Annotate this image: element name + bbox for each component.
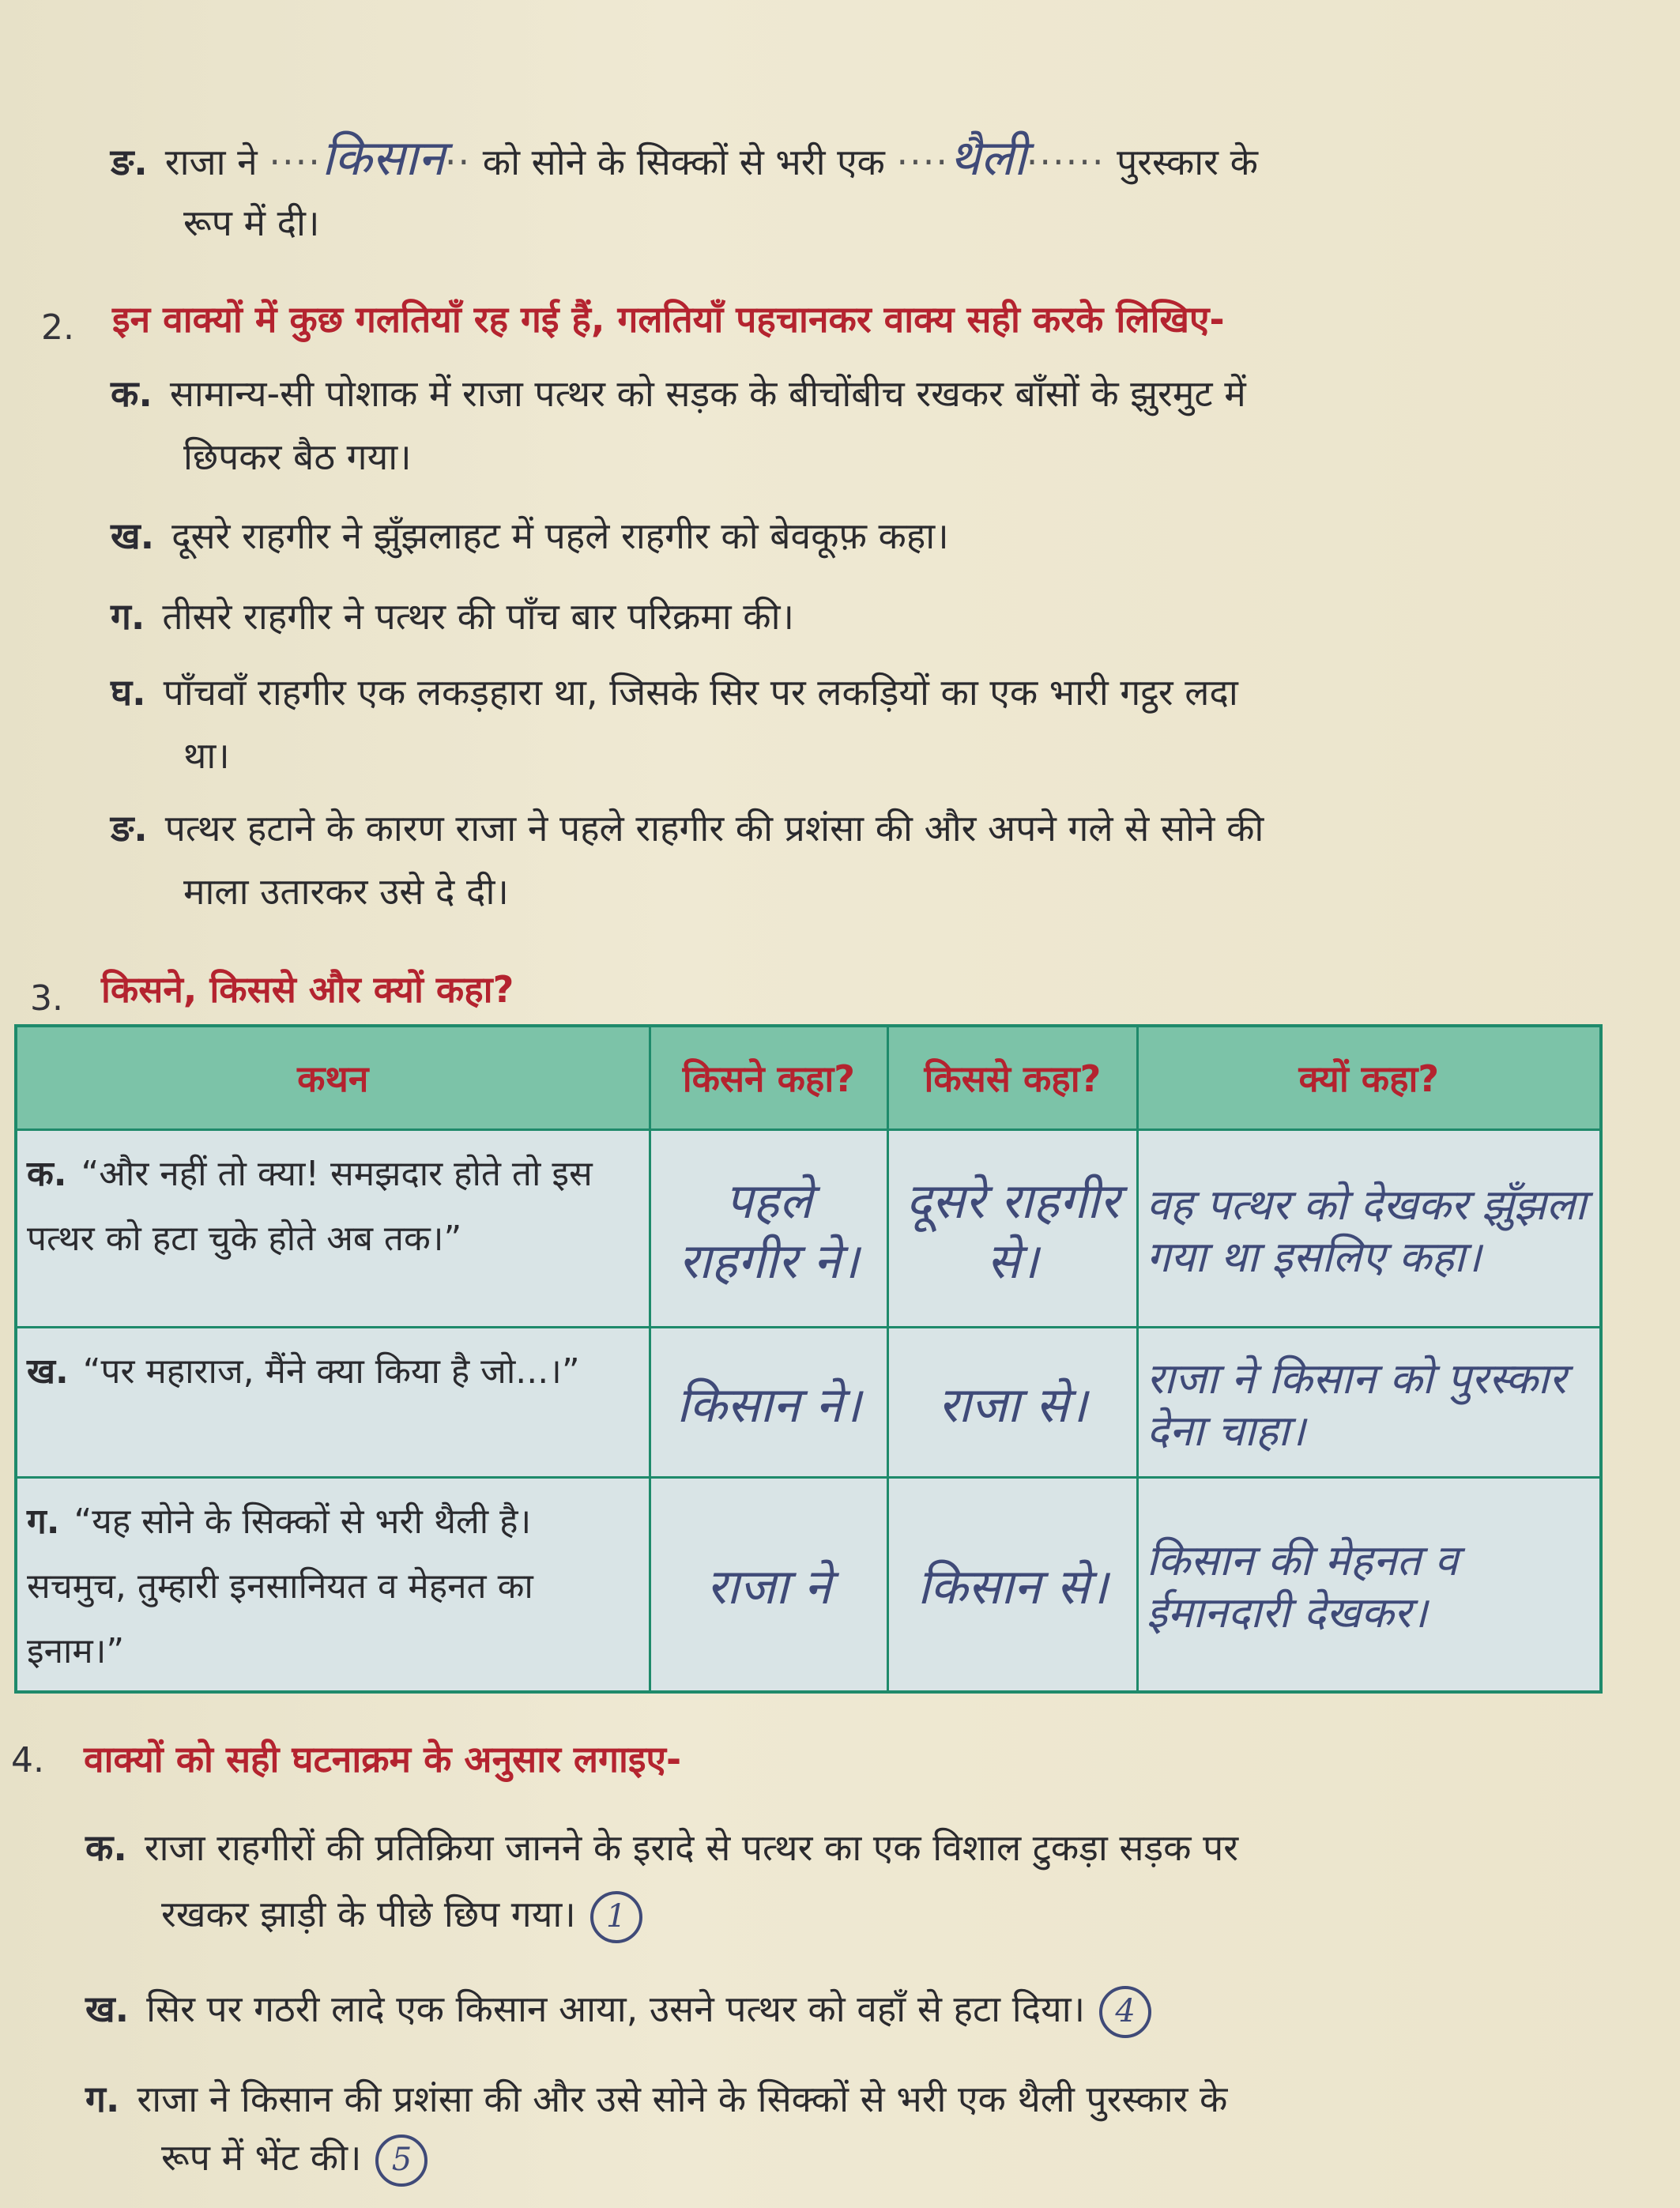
order-number-circle: 4 (1099, 1986, 1151, 2038)
q2-item: क. सामान्य-सी पोशाक में राजा पत्थर को सड़क के बीचोंबीच रखकर बाँसों के झुरमुट में (111, 372, 1246, 415)
who-answer: किसान ने। (650, 1328, 888, 1478)
whom-answer: राजा से। (888, 1328, 1138, 1478)
question-heading: वाक्यों को सही घटनाक्रम के अनुसार लगाइए- (84, 1738, 682, 1780)
quote-cell: ग. “यह सोने के सिक्कों से भरी थैली है। सचमुच, तुम्हारी इनसानियत व मेहनत का इनाम।” (16, 1478, 650, 1693)
table-row (16, 1478, 1601, 1693)
whom-answer: किसान से। (888, 1478, 1138, 1693)
item-mark: ङ. (111, 141, 148, 183)
q2-item-cont: था। (183, 734, 230, 777)
q4-item: ग. राजा ने किसान की प्रशंसा की और उसे सोने के सिक्कों से भरी एक थैली पुरस्कार के (85, 2078, 1228, 2120)
quote-cell: ख. “पर महाराज, मैंने क्या किया है जो...।” (16, 1328, 650, 1478)
question-heading: इन वाक्यों में कुछ गलतियाँ रह गई हैं, गलतियाँ पहचानकर वाक्य सही करके लिखिए- (112, 298, 1225, 341)
q2-item: ख. दूसरे राहगीर ने झुँझलाहट में पहले राहगीर को बेवकूफ़ कहा। (111, 514, 949, 557)
q4-item-cont: रूप में भेंट की। 5 (161, 2134, 428, 2187)
q2-item: घ. पाँचवाँ राहगीर एक लकड़हारा था, जिसके सिर पर लकड़ियों का एक भारी गट्ठर लदा (111, 671, 1238, 714)
column-header: कथन (16, 1026, 650, 1130)
why-answer: वह पत्थर को देखकर झुँझला गया था इसलिए कहा। (1137, 1130, 1601, 1328)
handwritten-answer: किसान (321, 129, 445, 187)
question-number: 3. (30, 978, 63, 1019)
table-header-row (16, 1026, 1601, 1130)
answer-table (14, 1024, 1603, 1694)
column-header: किससे कहा? (888, 1026, 1138, 1130)
whom-answer: दूसरे राहगीर से। (888, 1130, 1138, 1328)
q4-item-cont: रखकर झाड़ी के पीछे छिप गया। 1 (161, 1890, 642, 1943)
q1-item-e-line2: रूप में दी। (183, 202, 320, 244)
who-answer: राजा ने (650, 1478, 888, 1693)
column-header: किसने कहा? (650, 1026, 888, 1130)
q2-item: ङ. पत्थर हटाने के कारण राजा ने पहले राहगीर की प्रशंसा की और अपने गले से सोने की (111, 807, 1264, 850)
q2-item-cont: माला उतारकर उसे दे दी। (183, 870, 509, 913)
q4-item: क. राजा राहगीरों की प्रतिक्रिया जानने के इरादे से पत्थर का एक विशाल टुकड़ा सड़क पर (85, 1826, 1239, 1869)
q2-item: ग. तीसरे राहगीर ने पत्थर की पाँच बार परिक्रमा की। (111, 595, 794, 638)
table-row (16, 1328, 1601, 1478)
table-row (16, 1130, 1601, 1328)
order-number-circle: 5 (375, 2135, 428, 2187)
q1-item-e-line1: ङ. राजा ने ····किसान·· को सोने के सिक्कों से भरी एक ····थैली······ पुरस्कार के (111, 129, 1258, 187)
q2-item-cont: छिपकर बैठ गया। (183, 435, 412, 478)
who-answer: पहले राहगीर ने। (650, 1130, 888, 1328)
column-header: क्यों कहा? (1137, 1026, 1601, 1130)
why-answer: राजा ने किसान को पुरस्कार देना चाहा। (1137, 1328, 1601, 1478)
q4-item: ख. सिर पर गठरी लादे एक किसान आया, उसने पत्थर को वहाँ से हटा दिया। 4 (85, 1985, 1151, 2038)
why-answer: किसान की मेहनत व ईमानदारी देखकर। (1137, 1478, 1601, 1693)
handwritten-answer: थैली (949, 129, 1026, 187)
order-number-circle: 1 (590, 1891, 642, 1943)
question-number: 4. (11, 1740, 44, 1780)
question-heading: किसने, किससे और क्यों कहा? (101, 968, 514, 1011)
question-number: 2. (41, 307, 74, 348)
quote-cell: क. “और नहीं तो क्या! समझदार होते तो इस पत्थर को हटा चुके होते अब तक।” (16, 1130, 650, 1328)
